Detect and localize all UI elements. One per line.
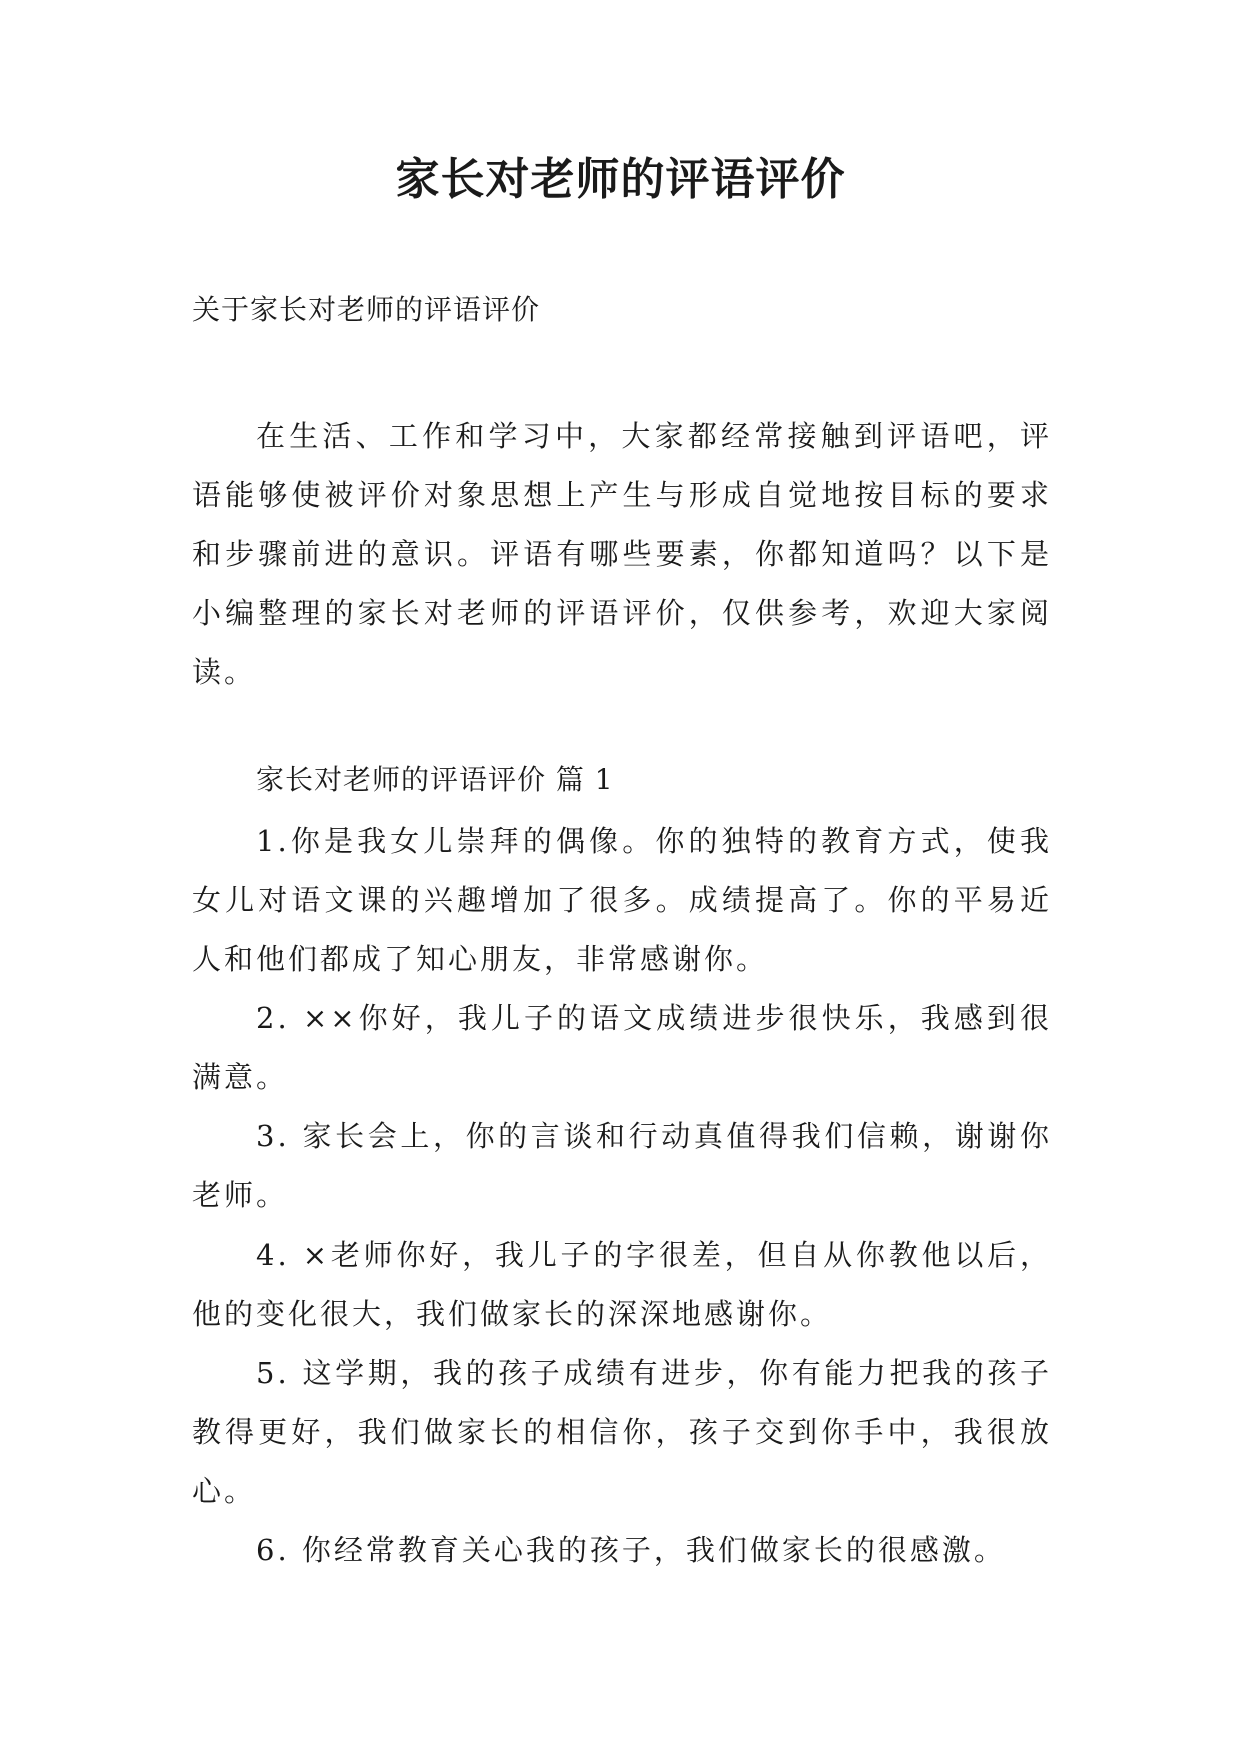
list-item: 5. 这学期，我的孩子成绩有进步，你有能力把我的孩子教得更好，我们做家长的相信你，孩子交到你手中，我很放心。 <box>192 1356 1052 1508</box>
list-item: 6. 你经常教育关心我的孩子，我们做家长的很感激。 <box>256 1533 1006 1567</box>
section-heading: 家长对老师的评语评价 篇 1 <box>256 763 614 796</box>
list-item: 1.你是我女儿崇拜的偶像。你的独特的教育方式，使我女儿对语文课的兴趣增加了很多。成绩提高了。你的平易近人和他们都成了知心朋友，非常感谢你。 <box>192 824 1052 976</box>
page-title: 家长对老师的评语评价 <box>395 154 846 205</box>
document-subtitle: 关于家长对老师的评语评价 <box>192 293 541 326</box>
list-item: 3. 家长会上，你的言谈和行动真值得我们信赖，谢谢你老师。 <box>192 1119 1052 1212</box>
list-item: 2. ××你好，我儿子的语文成绩进步很快乐，我感到很满意。 <box>192 1001 1052 1094</box>
intro-paragraph: 在生活、工作和学习中，大家都经常接触到评语吧，评语能够使被评价对象思想上产生与形成自觉地按目标的要求和步骤前进的意识。评语有哪些要素，你都知道吗？以下是小编整理的家长对老师的评语评价，仅供参考，欢迎大家阅读。 <box>192 419 1052 689</box>
list-item: 4. ×老师你好，我儿子的字很差，但自从你教他以后，他的变化很大，我们做家长的深深地感谢你。 <box>192 1238 1052 1331</box>
